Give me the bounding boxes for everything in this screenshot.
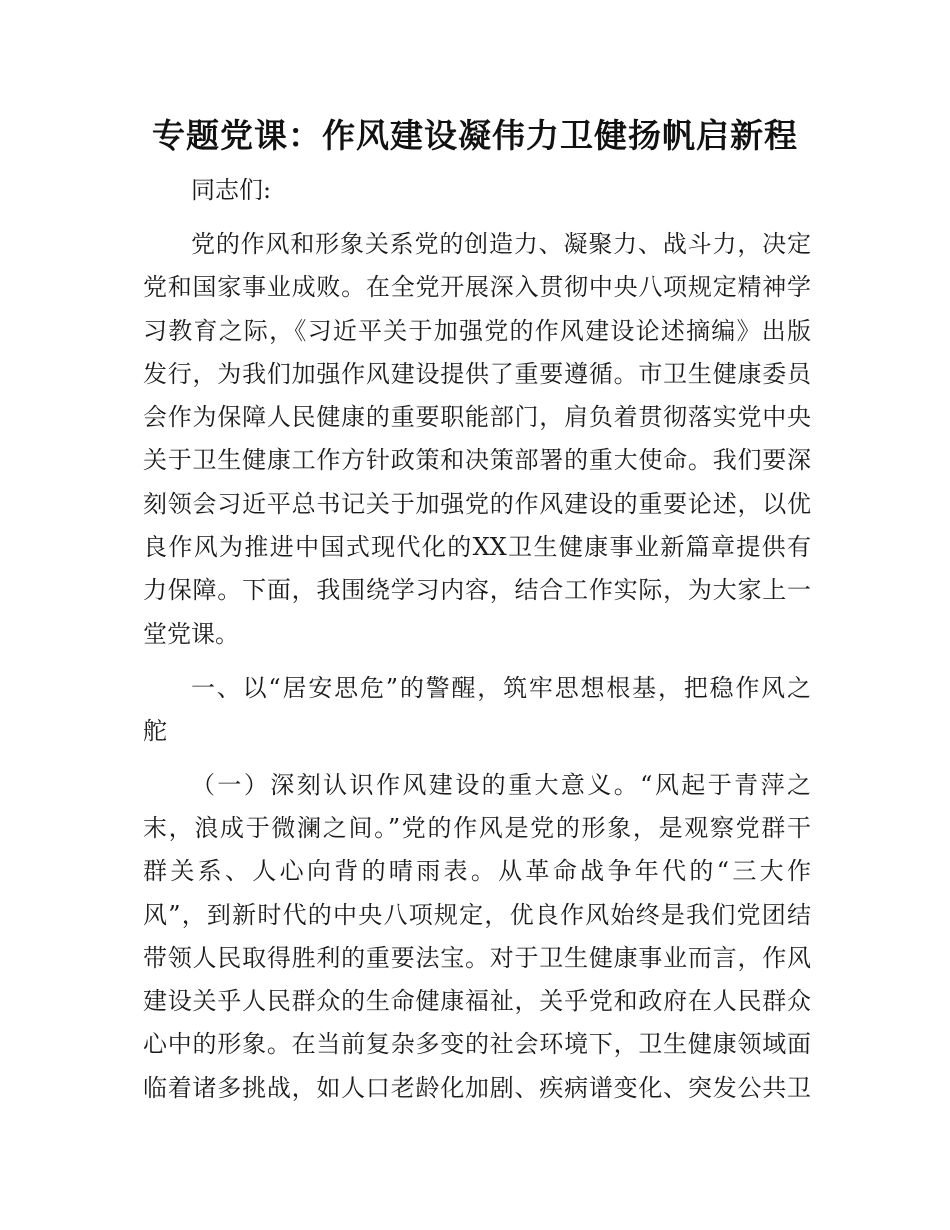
paragraph-line: 发行，为我们加强作风建设提供了重要遵循。市卫生健康委员	[143, 360, 811, 388]
paragraph-line: 习教育之际，《习近平关于加强党的作风建设论述摘编》出版	[143, 317, 811, 345]
paragraph-line: 良作风为推进中国式现代化的XX卫生健康事业新篇章提供有	[143, 533, 811, 561]
paragraph-line: 会作为保障人民健康的重要职能部门，肩负着贯彻落实党中央	[143, 403, 811, 431]
paragraph-line: 关于卫生健康工作方针政策和决策部署的重大使命。我们要深	[143, 446, 811, 474]
subsection-line: （一）深刻认识作风建设的重大意义。“风起于青萍之	[191, 771, 811, 799]
section-heading: 一、以“居安思危”的警醒，筑牢思想根基，把稳作风之	[191, 674, 811, 702]
paragraph-line: 建设关乎人民群众的生命健康福祉，关乎党和政府在人民群众	[143, 987, 811, 1015]
salutation: 同志们:	[191, 176, 272, 204]
paragraph-line: 刻领会习近平总书记关于加强党的作风建设的重要论述，以优	[143, 490, 811, 518]
paragraph-line: 党和国家事业成败。在全党开展深入贯彻中央八项规定精神学	[143, 273, 811, 301]
paragraph-line: 风”，到新时代的中央八项规定，优良作风始终是我们党团结	[143, 901, 811, 929]
document-title: 专题党课：作风建设凝伟力卫健扬帆启新程	[152, 116, 798, 155]
paragraph-line: 党的作风和形象关系党的创造力、凝聚力、战斗力，决定	[191, 230, 811, 258]
section-heading: 舵	[143, 717, 167, 745]
paragraph-line: 末，浪成于微澜之间。”党的作风是党的形象，是观察党群干	[143, 814, 811, 842]
paragraph-line: 力保障。下面，我围绕学习内容，结合工作实际，为大家上一	[143, 576, 811, 604]
paragraph-line: 堂党课。	[143, 620, 239, 648]
paragraph-line: 群关系、人心向背的晴雨表。从革命战争年代的“三大作	[143, 857, 811, 885]
paragraph-line: 心中的形象。在当前复杂多变的社会环境下，卫生健康领域面	[143, 1030, 811, 1058]
paragraph-line: 带领人民取得胜利的重要法宝。对于卫生健康事业而言，作风	[143, 944, 811, 972]
paragraph-line: 临着诸多挑战，如人口老龄化加剧、疾病谱变化、突发公共卫	[143, 1074, 811, 1102]
